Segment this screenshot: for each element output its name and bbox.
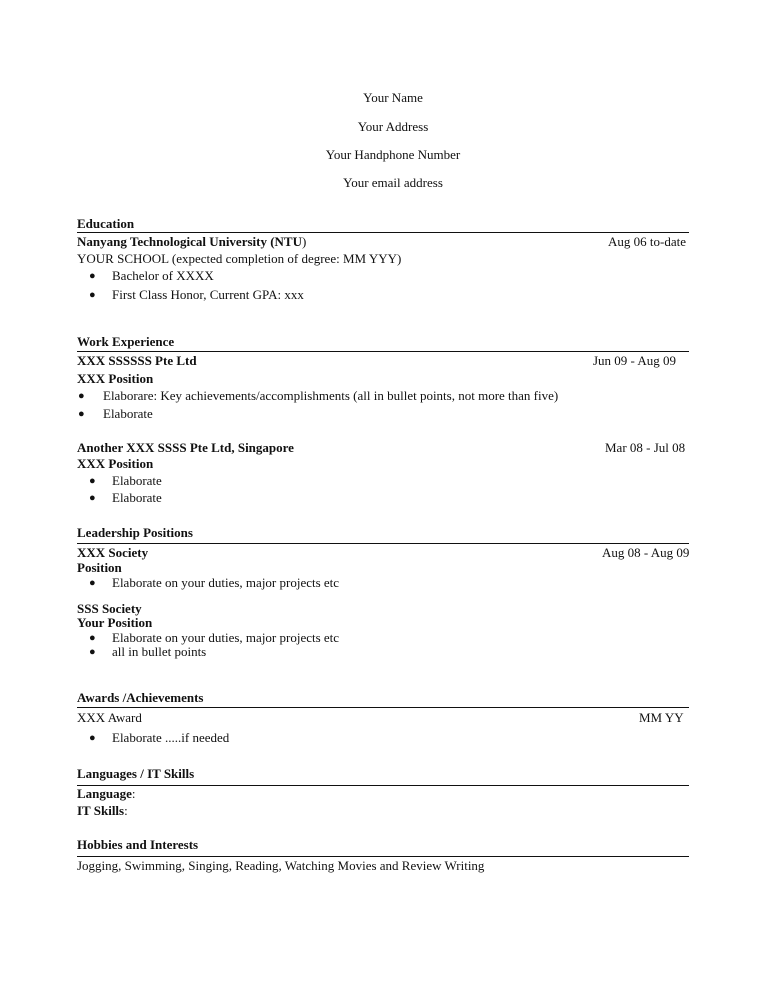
it-skills-label: IT Skills (77, 803, 125, 818)
work-bullet: Elaborate (112, 473, 162, 488)
work-bullet: Elaborate (112, 490, 162, 505)
leadership-position: Position (77, 560, 122, 575)
it-skills-colon: : (124, 803, 128, 818)
bullet-icon: ● (89, 577, 96, 589)
leadership-org: XXX Society (77, 545, 149, 560)
header-phone: Your Handphone Number (325, 147, 461, 162)
leadership-rule (77, 543, 689, 544)
award-name: XXX Award (77, 710, 142, 725)
education-school-line: YOUR SCHOOL (expected completion of degree: MM YYY) (77, 251, 402, 266)
work-heading: Work Experience (77, 334, 175, 349)
skills-rule (77, 785, 689, 786)
skills-heading: Languages / IT Skills (77, 766, 195, 781)
hobbies-heading: Hobbies and Interests (77, 837, 199, 852)
bullet-icon: ● (78, 408, 85, 420)
bullet-icon: ● (89, 492, 96, 504)
language-line (77, 786, 136, 802)
hobbies-text: Jogging, Swimming, Singing, Reading, Watching Movies and Review Writing (77, 858, 485, 873)
education-heading: Education (77, 216, 135, 231)
education-school-paren: ) (302, 234, 307, 249)
work-position: XXX Position (77, 456, 154, 471)
education-rule (77, 232, 689, 233)
leadership-heading: Leadership Positions (77, 525, 193, 540)
work-bullet: Elaborare: Key achievements/accomplishments (all in bullet points, not more than five) (103, 388, 559, 403)
header-name: Your Name (363, 90, 423, 105)
work-bullet: Elaborate (103, 406, 153, 421)
bullet-icon: ● (78, 390, 85, 402)
education-bullet: Bachelor of XXXX (112, 268, 214, 283)
awards-heading: Awards /Achievements (77, 690, 204, 705)
language-colon: : (131, 786, 136, 801)
leadership-bullet: all in bullet points (112, 644, 207, 659)
work-position: XXX Position (77, 371, 154, 386)
header-email: Your email address (343, 175, 443, 190)
it-skills-line (77, 803, 128, 819)
award-bullet: Elaborate .....if needed (112, 730, 230, 745)
bullet-icon: ● (89, 646, 96, 658)
leadership-org: SSS Society (77, 601, 142, 616)
education-bullet: First Class Honor, Current GPA: xxx (112, 287, 304, 302)
work-company: XXX SSSSSS Pte Ltd (77, 353, 197, 368)
awards-rule (77, 707, 689, 708)
bullet-icon: ● (89, 289, 96, 301)
leadership-date: Aug 08 - Aug 09 (602, 545, 690, 560)
leadership-bullet: Elaborate on your duties, major projects etc (112, 630, 340, 645)
education-date: Aug 06 to-date (608, 234, 686, 249)
award-date: MM YY (639, 710, 684, 725)
leadership-position: Your Position (77, 615, 153, 630)
bullet-icon: ● (89, 632, 96, 644)
leadership-bullet: Elaborate on your duties, major projects etc (112, 575, 340, 590)
hobbies-rule (77, 856, 689, 857)
education-school-name: Nanyang Technological University (NTU (77, 234, 302, 249)
bullet-icon: ● (89, 732, 96, 744)
header-address: Your Address (357, 119, 429, 134)
work-company: Another XXX SSSS Pte Ltd, Singapore (77, 440, 294, 455)
language-label: Language (77, 786, 132, 801)
bullet-icon: ● (89, 475, 96, 487)
bullet-icon: ● (89, 270, 96, 282)
education-school (77, 234, 306, 250)
work-rule (77, 351, 689, 352)
work-date: Mar 08 - Jul 08 (605, 440, 686, 455)
work-date: Jun 09 - Aug 09 (593, 353, 677, 368)
